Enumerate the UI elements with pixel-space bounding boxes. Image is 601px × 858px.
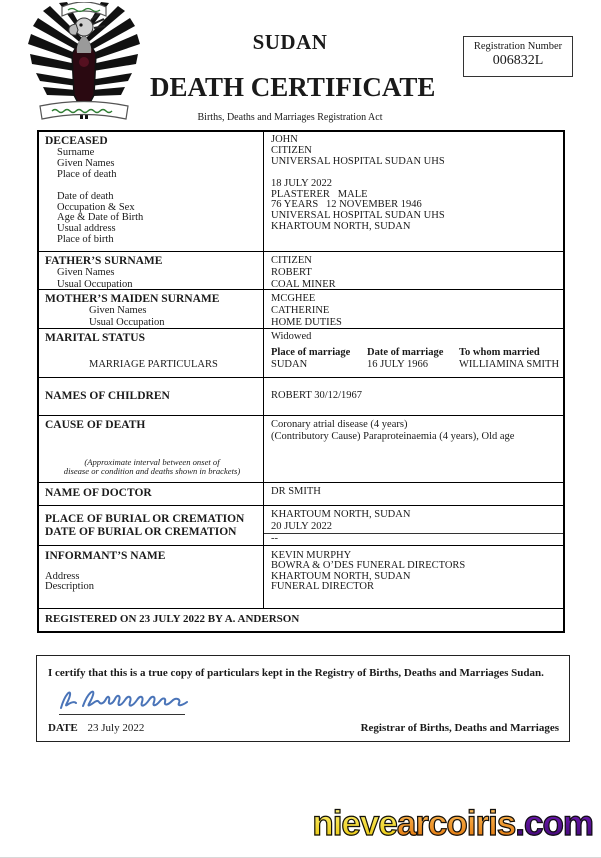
section-burial <box>39 505 563 545</box>
registration-number-value: 006832L <box>492 53 544 68</box>
informant-organisation-value: BOWRA & O’DES FUNERAL DIRECTORS <box>271 560 466 572</box>
field-label: Age & Date of Birth <box>57 212 144 224</box>
cause-note: (Approximate interval between onset of disease or condition and deaths shown in brackets) <box>63 456 241 477</box>
section-father <box>39 251 563 289</box>
section-deceased <box>39 132 563 251</box>
informant-address-label: Address <box>45 570 80 582</box>
father-heading: FATHER’S SURNAME <box>45 255 163 267</box>
section-informant <box>39 545 563 608</box>
deceased-heading: DECEASED <box>45 135 108 147</box>
watermark-logo <box>312 804 593 844</box>
section-marital-status <box>39 328 563 377</box>
field-value: UNIVERSAL HOSPITAL SUDAN UHS <box>271 210 445 222</box>
field-value: 18 JULY 2022 <box>271 177 332 189</box>
registration-number-label: Registration Number <box>473 41 563 52</box>
date-label: DATE <box>48 722 78 734</box>
field-value: CITIZEN <box>271 144 312 156</box>
watermark-part-nieve: nieve <box>312 804 397 843</box>
marriage-particulars-label: MARRIAGE PARTICULARS <box>89 359 218 370</box>
certification-statement: I certify that this is a true copy of particulars kept in the Registry of Births, Deaths and Marriages Sudan. <box>48 667 544 679</box>
bird-beak <box>69 24 78 35</box>
act-subtitle: Births, Deaths and Marriages Registration Act <box>197 112 383 123</box>
burial-place-value: KHARTOUM NORTH, SUDAN <box>271 509 411 520</box>
field-label: Usual Occupation <box>89 317 165 328</box>
field-value: KHARTOUM NORTH, SUDAN <box>271 221 411 233</box>
field-value: COAL MINER <box>271 279 336 290</box>
children-heading: NAMES OF CHILDREN <box>45 390 170 402</box>
field-value: UNIVERSAL HOSPITAL SUDAN UHS <box>271 155 445 167</box>
page-title: DEATH CERTIFICATE <box>150 72 436 102</box>
marriage-col-header: Place of marriage <box>271 346 351 358</box>
section-doctor <box>39 482 563 505</box>
marriage-col-value: WILLIAMINA SMITH <box>459 358 560 370</box>
field-value: ROBERT <box>271 267 312 278</box>
doctor-value: DR SMITH <box>271 486 321 497</box>
cause-contributory: (Contributory Cause) Paraproteinaemia (4 years), Old age <box>271 431 515 442</box>
burial-date-value: 20 JULY 2022 <box>271 520 332 532</box>
field-label <box>45 181 259 192</box>
title-block <box>150 30 436 123</box>
field-label: Occupation & Sex <box>57 201 135 213</box>
section-children <box>39 377 563 415</box>
children-value: ROBERT 30/12/1967 <box>271 390 363 402</box>
mother-heading: MOTHER’S MAIDEN SURNAME <box>45 293 220 305</box>
field-value: MCGHEE <box>271 293 316 304</box>
field-label: Given Names <box>57 157 115 169</box>
field-value: JOHN <box>271 134 298 145</box>
field-label: Date of death <box>57 190 114 202</box>
marital-status-value: Widowed <box>271 331 312 342</box>
field-value: PLASTERER MALE <box>271 188 368 200</box>
country-title: SUDAN <box>252 30 328 54</box>
signature-line <box>59 714 185 715</box>
bird-head <box>75 18 93 36</box>
informant-name-value: KEVIN MURPHY <box>271 550 352 561</box>
burial-extra-value: -- <box>271 533 278 544</box>
informant-heading: INFORMANT’S NAME <box>45 550 166 562</box>
registration-number-box <box>463 36 573 77</box>
watermark-part-com: .com <box>515 804 593 843</box>
field-label: Place of death <box>57 168 117 180</box>
field-value: 76 YEARS 12 NOVEMBER 1946 <box>271 199 422 211</box>
sudan-coat-of-arms-icon <box>24 2 144 126</box>
field-label: Usual Occupation <box>57 279 133 290</box>
certification-box <box>36 655 570 742</box>
marriage-col-header: Date of marriage <box>367 346 444 358</box>
doctor-heading: NAME OF DOCTOR <box>45 487 152 499</box>
marriage-col-header: To whom married <box>459 346 540 358</box>
cause-value: Coronary atrial disease (4 years) <box>271 419 408 430</box>
field-label: Place of birth <box>57 234 114 246</box>
burial-place-heading: PLACE OF BURIAL OR CREMATION <box>45 513 245 525</box>
informant-description-label: Description <box>45 581 94 593</box>
field-value: CITIZEN <box>271 255 312 266</box>
certificate-table <box>37 130 565 633</box>
section-mother <box>39 289 563 328</box>
field-label: Surname <box>57 147 95 158</box>
marital-heading: MARITAL STATUS <box>45 332 146 344</box>
informant-address-value: KHARTOUM NORTH, SUDAN <box>271 570 411 582</box>
marriage-col-value: SUDAN <box>271 358 308 370</box>
field-value <box>271 168 559 179</box>
marriage-col-value: 16 JULY 1966 <box>367 358 428 370</box>
watermark-part-arcoiris: arcoiris <box>396 804 516 843</box>
field-label: Given Names <box>57 267 115 278</box>
registrar-title: Registrar of Births, Deaths and Marriages <box>360 722 559 734</box>
informant-description-value: FUNERAL DIRECTOR <box>271 580 374 592</box>
burial-date-heading: DATE OF BURIAL OR CREMATION <box>45 525 237 538</box>
certification-date-value: 23 July 2022 <box>87 722 145 734</box>
field-label: Usual address <box>57 223 116 235</box>
registered-row: REGISTERED ON 23 JULY 2022 BY A. ANDERSON <box>39 608 563 631</box>
field-value: HOME DUTIES <box>271 317 342 328</box>
registrar-signature <box>55 682 205 718</box>
cause-heading: CAUSE OF DEATH <box>45 419 146 431</box>
field-value: CATHERINE <box>271 305 330 316</box>
field-label: Given Names <box>89 305 147 316</box>
section-cause-of-death <box>39 415 563 482</box>
